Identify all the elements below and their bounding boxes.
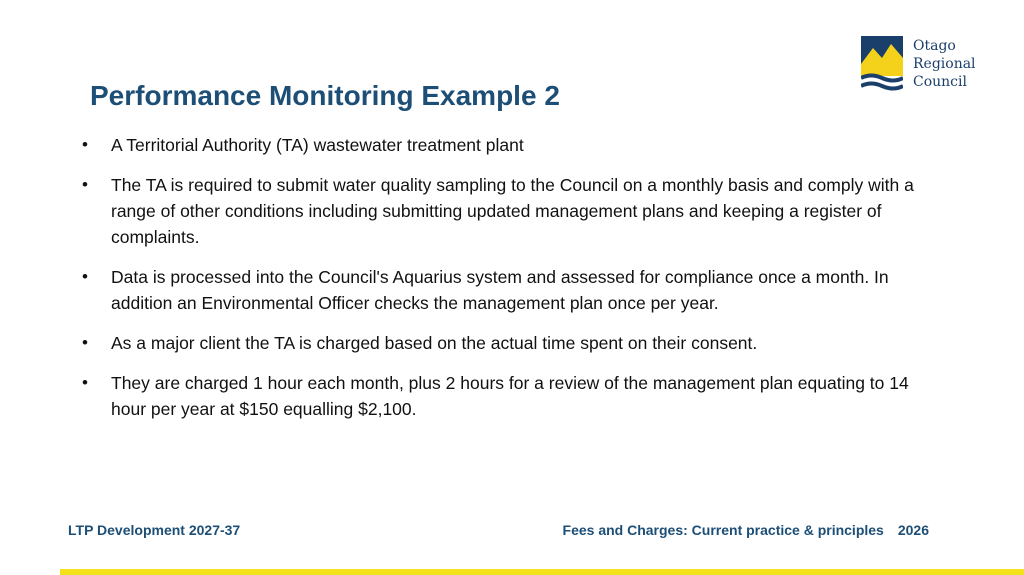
bullet-text: Data is processed into the Council's Aquarius system and assessed for compliance once a month. In addition an Environmental Officer checks the management plan once per year. <box>111 267 889 313</box>
bullet-marker: • <box>82 175 88 194</box>
bullet-marker: • <box>82 267 88 286</box>
otago-regional-council-logo <box>861 36 976 94</box>
bullet-marker: • <box>82 333 88 352</box>
bullet-marker: • <box>82 135 88 154</box>
footer-topic-label: Fees and Charges: Current practice & principles <box>562 522 884 538</box>
bullet-marker: • <box>82 373 88 392</box>
slide-title: Performance Monitoring Example 2 <box>90 80 560 111</box>
logo-line-otago: Otago <box>913 38 956 54</box>
bullet-item <box>80 172 940 250</box>
bullet-item <box>80 330 940 356</box>
footer-year: 2026 <box>897 522 929 538</box>
logo-wordmark <box>913 37 976 91</box>
footer-ltp-label: LTP Development 2027-37 <box>68 522 241 538</box>
footer-right <box>563 522 929 538</box>
bullet-item <box>80 370 940 422</box>
otago-regional-council-mountain-water-icon <box>861 36 903 94</box>
bullet-item <box>80 264 940 316</box>
bullet-list <box>80 132 940 436</box>
bullet-text: A Territorial Authority (TA) wastewater treatment plant <box>111 135 524 155</box>
bullet-text: As a major client the TA is charged based on the actual time spent on their consent. <box>111 333 758 353</box>
logo-line-regional: Regional <box>913 56 976 72</box>
bullet-text: The TA is required to submit water quality sampling to the Council on a monthly basis and comply with a range of other conditions including submitting updated management plans and keeping a register of complaints. <box>111 175 914 247</box>
bullet-item <box>80 132 940 158</box>
bullet-text: They are charged 1 hour each month, plus 2 hours for a review of the management plan equating to 14 hour per year at $150 equalling $2,100. <box>111 373 909 419</box>
logo-line-council: Council <box>913 74 967 90</box>
footer-accent-bar <box>60 569 1024 575</box>
